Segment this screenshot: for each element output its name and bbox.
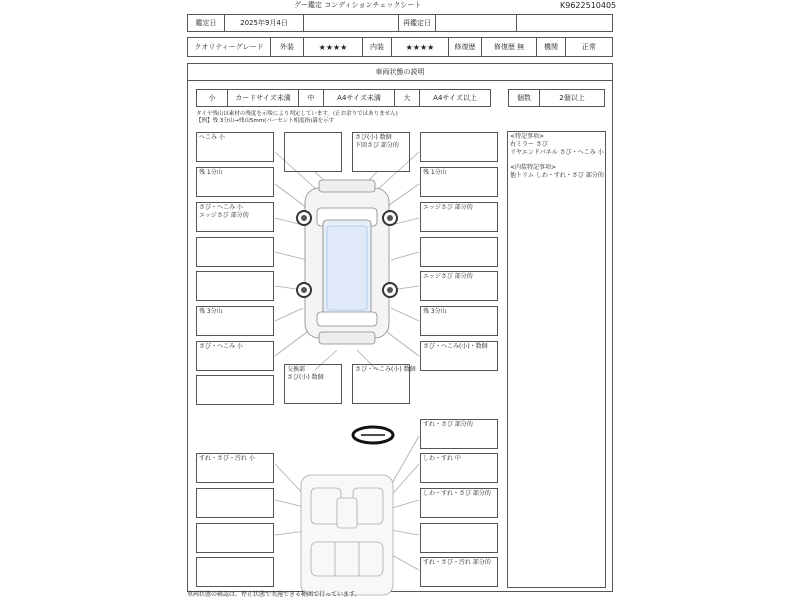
right-note-front-door: エッジさび 部分的 — [420, 202, 498, 232]
legend-large-label: 大 — [394, 89, 420, 107]
left-note-interior-3 — [196, 523, 274, 553]
sheet-title: グー鑑定 コンディションチェックシート — [294, 1, 422, 9]
interior-notes-title: <内装特記事項> — [510, 164, 557, 171]
left-note-rear-quarter: さび・へこみ 小 — [196, 341, 274, 371]
legend-large-desc: A4サイズ以上 — [419, 89, 491, 107]
tire-note: タイヤ残山は素材の残度を示唆により判定しています。(正お余りではありません) — [196, 111, 398, 117]
special-note-1: 右ミラー さび — [510, 141, 548, 148]
left-note-interior-4 — [196, 557, 274, 587]
appraisal-date-blank — [303, 14, 399, 32]
repair-history-label: 修復歴 — [448, 37, 482, 57]
document-id: K9622510405 — [560, 1, 617, 10]
exterior-rating: ★★★★ — [303, 37, 363, 57]
legend-small-desc: カードサイズ未満 — [227, 89, 299, 107]
special-notes-title: <特記事項> — [510, 133, 545, 140]
interior-note-1: 他トリム しわ・すれ・さび 部分的 — [510, 172, 604, 179]
left-note-interior-2 — [196, 488, 274, 518]
engine-value: 正常 — [565, 37, 613, 57]
right-note-1 — [420, 132, 498, 162]
exterior-label: 外装 — [270, 37, 304, 57]
left-note-6 — [196, 271, 274, 301]
count-label: 個数 — [508, 89, 540, 107]
engine-label: 機関 — [536, 37, 566, 57]
reappraisal-date-label: 再鑑定日 — [398, 14, 436, 32]
legend-mid-desc: A4サイズ未満 — [323, 89, 395, 107]
right-note-interior-1: しわ・すれ 中 — [420, 453, 498, 483]
right-note-steering: すれ・さび 部分的 — [420, 419, 498, 449]
left-note-2 — [284, 132, 342, 172]
top-note-right: さび(小) 数個 下回さび 部分的 — [352, 132, 410, 172]
quality-grade-label: クオリティーグレード — [187, 37, 271, 57]
reappraisal-date-value — [435, 14, 517, 32]
right-note-interior-4: すれ・さび・汚れ 部分的 — [420, 557, 498, 587]
left-note-tire-rear: 残 3分山 — [196, 306, 274, 336]
right-note-4 — [420, 237, 498, 267]
mid-note-left: 交換部 さび(小) 数個 — [284, 364, 342, 404]
right-note-tire-front: 残 1分山 — [420, 167, 498, 197]
steering-wheel-icon — [353, 427, 393, 443]
right-note-rear-quarter: さび・へこみ(小)・数個 — [420, 341, 498, 371]
section-title: 車両状態の説明 — [187, 63, 613, 81]
reappraisal-date-blank — [516, 14, 613, 32]
repair-history-value: 修復歴 無 — [481, 37, 537, 57]
interior-label: 内装 — [362, 37, 392, 57]
footer-note: 車両状態の確認は、停止状態で実施できる範囲で行っています。 — [187, 591, 361, 598]
tire-example: 【例】残 3分山→残山5mm(パーセント相度指)満を示す — [196, 118, 335, 124]
right-note-interior-3 — [420, 523, 498, 553]
left-note-tire-front: 残 1分山 — [196, 167, 274, 197]
legend-small-label: 小 — [196, 89, 228, 107]
left-note-9 — [196, 375, 274, 405]
left-note-5 — [196, 237, 274, 267]
right-note-rear-door: エッジさび 部分的 — [420, 271, 498, 301]
left-note-front-door: さび・へこみ 小 エッジさび 部分的 — [196, 202, 274, 232]
legend-mid-label: 中 — [298, 89, 324, 107]
right-note-tire-rear: 残 3分山 — [420, 306, 498, 336]
right-note-interior-2: しわ・すれ・さび 部分的 — [420, 488, 498, 518]
appraisal-date-label: 鑑定日 — [187, 14, 225, 32]
interior-rating: ★★★★ — [391, 37, 449, 57]
mid-note-right: さび・へこみ(小) 数個 — [352, 364, 410, 404]
special-note-2: リヤエンドパネル さび・へこみ 小 — [510, 149, 604, 156]
left-note-1: へこみ 小 — [196, 132, 274, 162]
appraisal-date-value: 2025年9月4日 — [224, 14, 304, 32]
count-value: 2個以上 — [539, 89, 605, 107]
left-note-interior-1: すれ・さび・汚れ 小 — [196, 453, 274, 483]
